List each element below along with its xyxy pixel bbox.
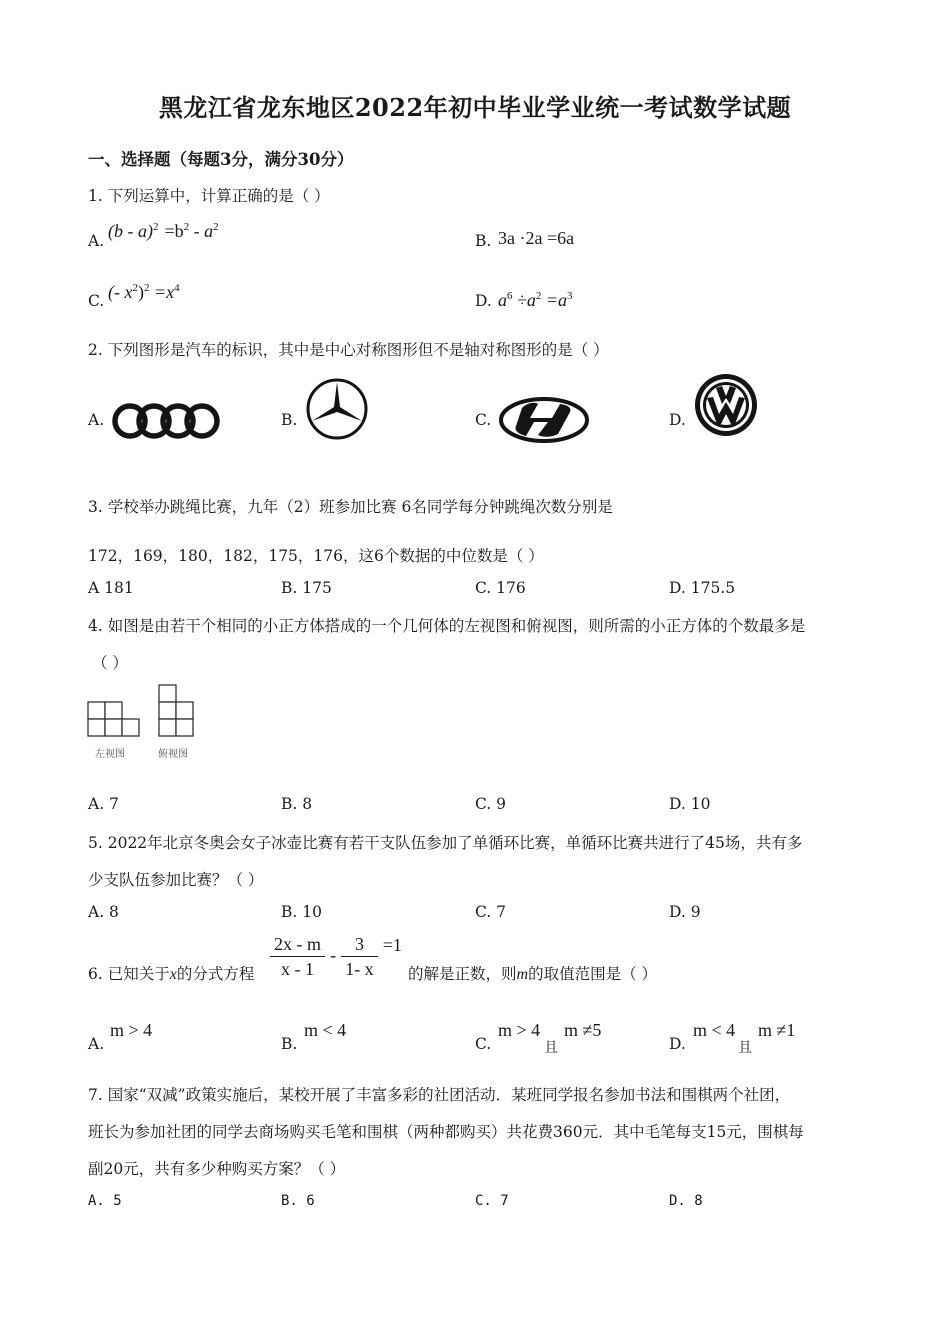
q4-option-d: D. 10 bbox=[669, 795, 711, 813]
q6-option-d-expr1: m < 4 bbox=[693, 1020, 736, 1040]
q1-option-c-label: C. bbox=[88, 292, 105, 310]
q7-option-c: C. 7 bbox=[475, 1193, 509, 1209]
q6-option-a-expr: m > 4 bbox=[110, 1020, 153, 1040]
q5-stem-line2: 少支队伍参加比赛？（ ） bbox=[88, 871, 264, 889]
q6-option-c-and: 且 bbox=[544, 1040, 558, 1056]
q5-option-c: C. 7 bbox=[475, 903, 507, 921]
q6-stem-post: 的解是正数，则m的取值范围是（ ） bbox=[408, 965, 658, 983]
q1-stem: 1. 下列运算中，计算正确的是（ ） bbox=[88, 187, 330, 205]
q6-equation: $\frac{2x - m}{x - 1}$ - $\frac{3}{1- x}$ =1 bbox=[270, 932, 402, 981]
q7-option-a: A. 5 bbox=[88, 1193, 122, 1209]
q1-option-d-expr: $a^6 \div a^2 =a^3$ bbox=[498, 290, 573, 310]
q1-option-c-expr: (- $x^2)^2 =x^4$ bbox=[108, 282, 180, 302]
q3-option-c: C. 176 bbox=[475, 579, 526, 597]
top-view-figure bbox=[155, 683, 197, 741]
q5-option-b: B. 10 bbox=[281, 903, 322, 921]
q6-option-d-expr2: m ≠1 bbox=[758, 1020, 796, 1040]
q5-option-d: D. 9 bbox=[669, 903, 701, 921]
q3-stem-line2: 172，169，180，182，175，176，这6个数据的中位数是（ ） bbox=[88, 547, 544, 565]
section-heading: 一、选择题（每题3分，满分30分） bbox=[88, 150, 354, 169]
q6-option-d-and: 且 bbox=[738, 1040, 752, 1056]
q1-option-d-label: D. bbox=[475, 292, 492, 310]
q5-option-a: A. 8 bbox=[88, 903, 119, 921]
q7-option-d: D. 8 bbox=[669, 1193, 703, 1209]
q4-stem-line2: （ ） bbox=[92, 654, 128, 672]
q1-option-a-label: A. bbox=[88, 232, 105, 250]
q2-option-c-label: C. bbox=[475, 411, 492, 429]
q1-option-a-expr: $(b - a)^2 =b^2 - a^2$ bbox=[108, 221, 219, 241]
q3-option-a: A 181 bbox=[88, 579, 134, 597]
q2-option-d-label: D. bbox=[669, 411, 686, 429]
mercedes-star-icon bbox=[304, 376, 370, 442]
audi-rings-icon bbox=[110, 400, 222, 442]
q4-option-a: A. 7 bbox=[88, 795, 119, 813]
q6-fraction-2: $\frac{3}{1- x}$ bbox=[341, 932, 378, 981]
q6-stem-pre: 6. 已知关于x的分式方程 bbox=[88, 965, 255, 983]
q3-option-b: B. 175 bbox=[281, 579, 332, 597]
left-view-figure bbox=[86, 698, 144, 740]
q2-stem: 2. 下列图形是汽车的标识，其中是中心对称图形但不是轴对称图形的是（ ） bbox=[88, 341, 609, 359]
q3-option-d: D. 175.5 bbox=[669, 579, 736, 597]
q6-option-c-expr2: m ≠5 bbox=[564, 1020, 602, 1040]
q4-stem-line1: 4. 如图是由若干个相同的小正方体搭成的一个几何体的左视图和俯视图，则所需的小正方体的个数最多是 bbox=[88, 617, 806, 635]
q1-option-b-label: B. bbox=[475, 232, 492, 250]
q4-option-c: C. 9 bbox=[475, 795, 507, 813]
q5-stem-line1: 5. 2022年北京冬奥会女子冰壶比赛有若干支队伍参加了单循环比赛，单循环比赛共进行了45场，共有多 bbox=[88, 834, 803, 852]
q7-stem-line3: 副20元，共有多少种购买方案？（ ） bbox=[88, 1160, 346, 1178]
q6-option-c-label: C. bbox=[475, 1035, 492, 1053]
q7-stem-line2: 班长为参加社团的同学去商场购买毛笔和围棋（两种都购买）共花费360元．其中毛笔每支15元，围棋每 bbox=[88, 1123, 804, 1141]
q6-option-b-label: B. bbox=[281, 1035, 298, 1053]
q3-stem-line1: 3. 学校举办跳绳比赛，九年（2）班参加比赛 6名同学每分钟跳绳次数分别是 bbox=[88, 498, 613, 516]
q1-option-b-expr: 3a ·2a =6a bbox=[498, 228, 575, 248]
q2-option-a-label: A. bbox=[88, 411, 105, 429]
q6-option-d-label: D. bbox=[669, 1035, 686, 1053]
q7-stem-line1: 7. 国家“双减”政策实施后，某校开展了丰富多彩的社团活动．某班同学报名参加书法和围棋两个社团， bbox=[88, 1086, 791, 1104]
hyundai-logo-icon bbox=[498, 396, 590, 444]
volkswagen-logo-icon bbox=[693, 372, 759, 438]
q7-option-b: B. 6 bbox=[281, 1193, 315, 1209]
q6-option-c-expr1: m > 4 bbox=[498, 1020, 541, 1040]
q6-option-b-expr: m < 4 bbox=[304, 1020, 347, 1040]
q2-option-b-label: B. bbox=[281, 411, 298, 429]
page-title: 黑龙江省龙东地区2022年初中毕业学业统一考试数学试题 bbox=[158, 93, 792, 122]
q4-option-b: B. 8 bbox=[281, 795, 313, 813]
q6-fraction-1: $\frac{2x - m}{x - 1}$ bbox=[270, 932, 325, 981]
q6-option-a-label: A. bbox=[88, 1035, 105, 1053]
left-view-caption: 左视图 bbox=[95, 749, 125, 760]
top-view-caption: 俯视图 bbox=[158, 749, 188, 760]
